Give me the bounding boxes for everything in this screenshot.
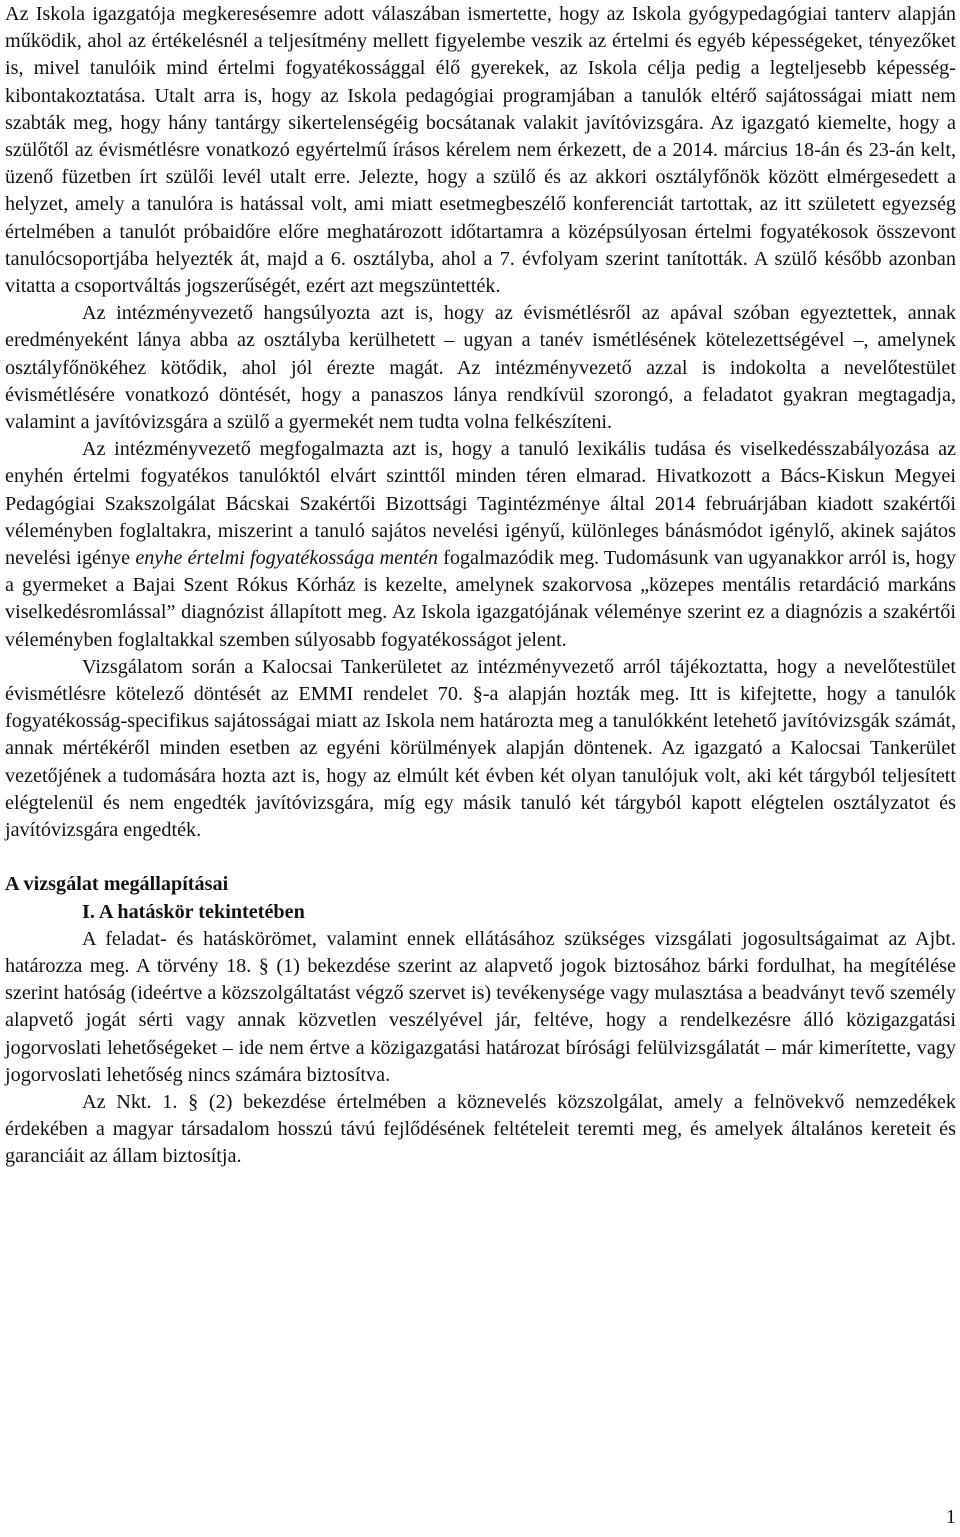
paragraph-3-italic: enyhe értelmi fogyatékossága mentén <box>135 547 438 570</box>
paragraph-5: A feladat- és hatáskörömet, valamint ennek ellátásához szükséges vizsgálati jogosultságaimat az Ajbt. határozza meg. A törvény 18. § (1) bekezdése szerint az alapvető jogok biztosához bárki fordulhat, ha megítélése szerint hatóság (ideértve a közszolgáltatást végző szervet is) tevékenysége vagy mulasztása a beadványt tevő személy alapvető jogát sérti vagy annak közvetlen veszélyével jár, feltéve, hogy a rendelkezésre álló közigazgatási jogorvoslati lehetőségeket – ide nem értve a közigazgatási határozat bírósági felülvizsgálatát – már kimerítette, vagy jogorvoslati lehetőség nincs számára biztosítva. <box>5 927 956 1086</box>
page-number: 1 <box>945 1506 956 1528</box>
section-heading: A vizsgálat megállapításai <box>5 873 229 896</box>
paragraph-3-text-b: fogalmazódik meg. Tudomásunk van ugyanakkor arról is, hogy a gyermeket a Bajai Szent Rókus Kórház is kezelte, amelynek szakorvosa „közepes mentális retardáció markáns viselkedésromlással” diagnózist állapított meg. Az Iskola igazgatójának véleménye szerint ez a diagnózis a szakértői véleményben foglaltakkal szemben súlyosabb fogyatékosságot jelent. <box>5 547 957 651</box>
paragraph-3-text-a: Az intézményvezető megfogalmazta azt is, hogy a tanuló lexikális tudása és viselkedésszabályozása az enyhén értelmi fogyatékos tanulóktól elvárt szinttől minden téren elmarad. Hivatkozott a Bács-Kiskun Megyei Pedagógiai Szakszolgálat Bácskai Szakértői Bizottsági Tagintézménye által 2014 februárjában kiadott szakértői véleményben foglaltakra, miszerint a tanuló sajátos nevelési igényű, különleges bánásmódot igénylő, akinek sajátos nevelési igénye <box>5 438 956 570</box>
paragraph-4: Vizsgálatom során a Kalocsai Tankerületet az intézményvezető arról tájékoztatta, hogy a nevelőtestület évismétlésre kötelező döntését az EMMI rendelet 70. §-a alapján hozták meg. Itt is kifejtette, hogy a tanulók fogyatékosság-specifikus sajátosságai miatt az Iskola nem határozta meg a tanulókként letehető javítóvizsgák számát, annak mértékéről minden esetben az egyéni körülmények alapján döntenek. Az igazgató a Kalocsai Tankerület vezetőjének a tudomására hozta azt is, hogy az elmúlt két évben két olyan tanulójuk volt, aki két tárgyból teljesített elégtelenül és nem engedték javítóvizsgára, míg egy másik tanuló két tárgyból kapott elégtelen osztályzatot és javítóvizsgára engedték. <box>5 655 956 842</box>
document-page <box>5 0 956 1171</box>
paragraph-2: Az intézményvezető hangsúlyozta azt is, hogy az évismétlésről az apával szóban egyeztettek, annak eredményeként lánya abba az osztályba kerülhetett – ugyan a tanév ismétlésének kötelezettségével –, amelynek osztályfőnökéhez kötődik, ahol jól érezte magát. Az intézményvezető azzal is indokolta a nevelőtestület évismétlésére vonatkozó döntését, hogy a panaszos lánya rendkívül szorongó, a feladatot gyakran megtagadja, valamint a javítóvizsgára a szülő a gyermekét nem tudta volna felkészíteni. <box>5 302 956 434</box>
paragraph-3 <box>5 436 956 654</box>
paragraph-6: Az Nkt. 1. § (2) bekezdése értelmében a köznevelés közszolgálat, amely a felnövekvő nemzedékek érdekében a magyar társadalom hosszú távú fejlődésének feltételeit teremti meg, és amelyek általános kereteit és garanciáit az állam biztosítja. <box>5 1090 956 1168</box>
subsection-heading: I. A hatáskör tekintetében <box>82 900 305 923</box>
paragraph-1: Az Iskola igazgatója megkeresésemre adott válaszában ismertette, hogy az Iskola gyógypedagógiai tanterv alapján működik, ahol az értékelésnél a teljesítmény mellett figyelembe veszik az értelmi és egyéb képességeket, tényezőket is, mivel tanulóik mind értelmi fogyatékossággal élő gyerekek, az Iskola célja pedig a legteljesebb képesség-kibontakoztatása. Utalt arra is, hogy az Iskola pedagógiai programjában a tanulók eltérő sajátosságai miatt nem szabták meg, hogy hány tantárgy sikertelenségéig bocsátanak valakit javítóvizsgára. Az igazgató kiemelte, hogy a szülőtől az évismétlésre vonatkozó egyértelmű írásos kérelem nem érkezett, de a 2014. március 18-án és 23-án kelt, üzenő füzetben írt szülői levél utalt erre. Jelezte, hogy a szülő és az akkori osztályfőnök között elmérgesedett a helyzet, amely a tanulóra is hatással volt, ami miatt esetmegbeszélő konferenciát tartottak, az itt született egyezség értelmében a tanulót próbaidőre előre meghatározott időtartamra a középsúlyosan értelmi fogyatékosok összevont tanulócsoportjába helyezték át, majd a 6. osztályba, ahol a 7. évfolyam szerint tanították. A szülő később azonban vitatta a csoportváltás jogszerűségét, ezért azt megszüntették. <box>5 3 956 298</box>
